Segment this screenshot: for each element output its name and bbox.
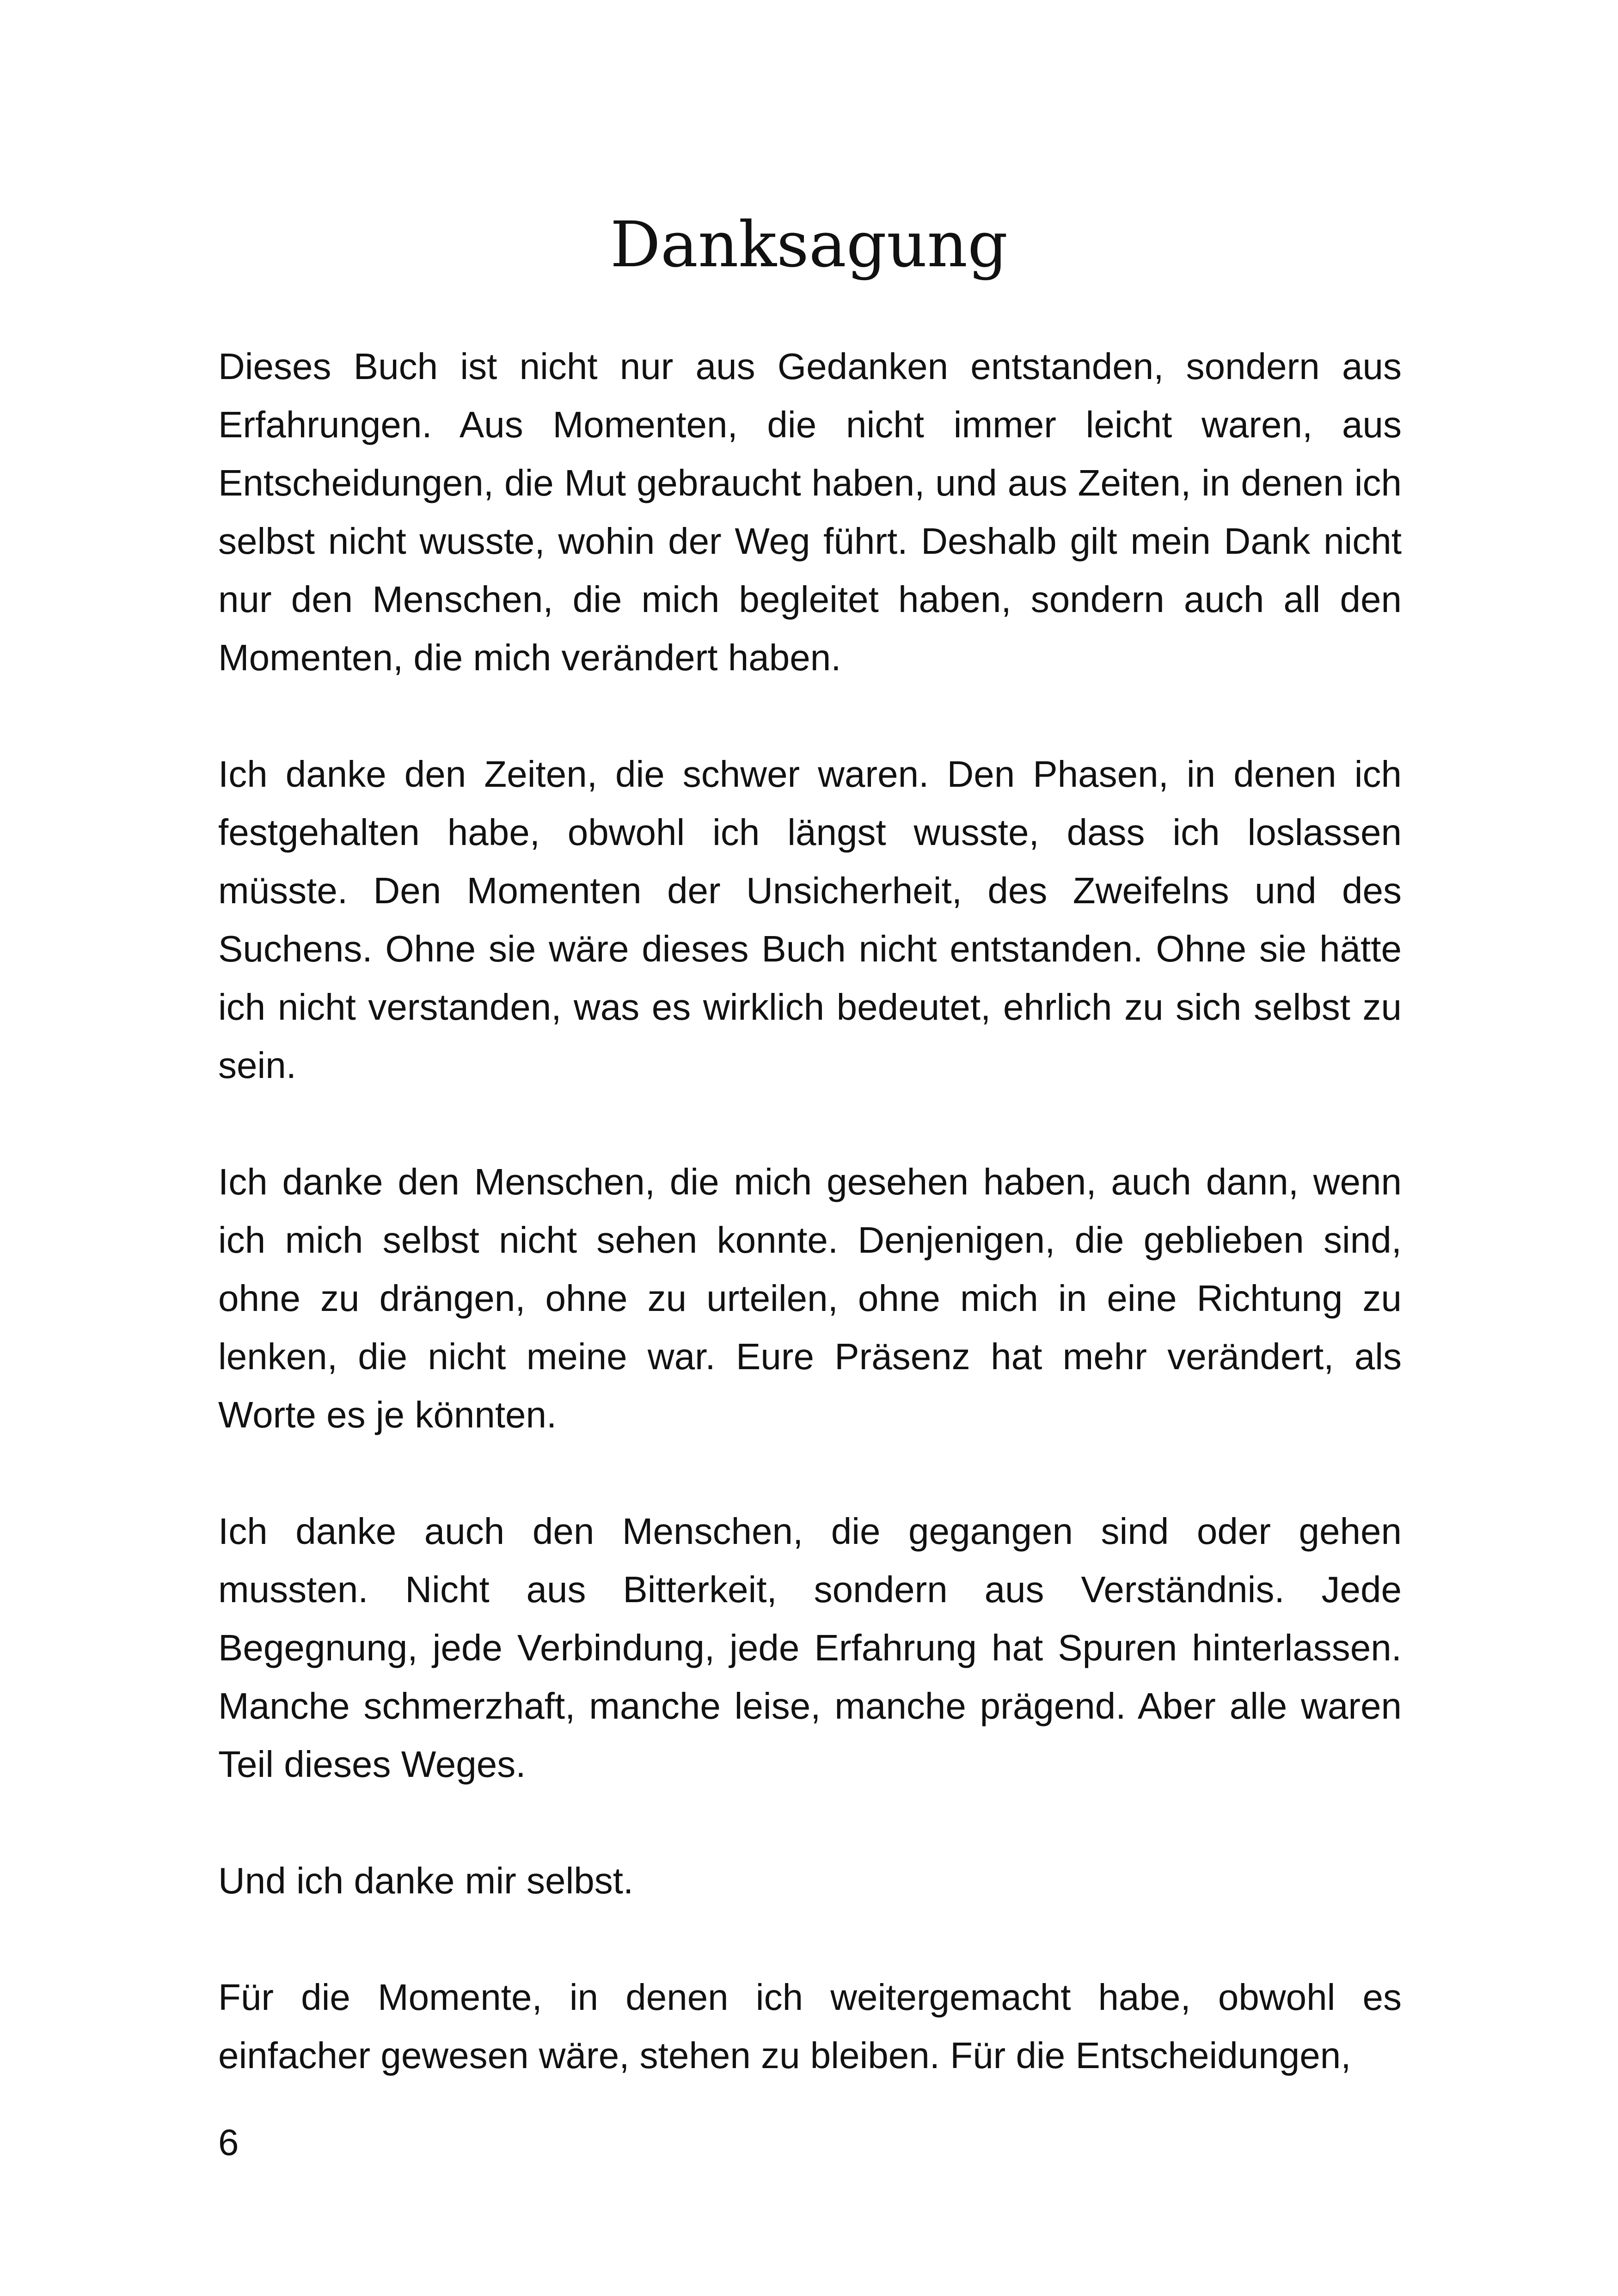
paragraph: Für die Momente, in denen ich weitergemacht habe, obwohl es einfacher gewesen wäre, stehen zu bleiben. Für die Entscheidungen, bbox=[218, 1977, 1402, 2076]
paragraph: Ich danke den Zeiten, die schwer waren. Den Phasen, in denen ich festgehalten habe, obwohl ich längst wusste, dass ich loslassen müsste. Den Momenten der Unsicherheit, des Zweifelns und des Suchens. Ohne sie wäre dieses Buch nicht entstanden. Ohne sie hätte ich nicht verstanden, was es wirklich bedeutet, ehrlich zu sich selbst zu sein. bbox=[218, 753, 1402, 1086]
paragraph: Und ich danke mir selbst. bbox=[218, 1860, 634, 1901]
page-title: Danksagung bbox=[610, 208, 1008, 282]
paragraph: Ich danke den Menschen, die mich gesehen haben, auch dann, wenn ich mich selbst nicht sehen konnte. Denjenigen, die geblieben sind, ohne zu drängen, ohne zu urteilen, ohne mich in eine Richtung zu lenken, die nicht meine war. Eure Präsenz hat mehr verändert, als Worte es je könnten. bbox=[218, 1161, 1402, 1435]
body-text bbox=[218, 337, 1402, 2143]
page-number: 6 bbox=[218, 2122, 239, 2163]
paragraph: Ich danke auch den Menschen, die gegangen sind oder gehen mussten. Nicht aus Bitterkeit, sondern aus Verständnis. Jede Begegnung, jede Verbindung, jede Erfahrung hat Spuren hinterlassen. Manche schmerzhaft, manche leise, manche prägend. Aber alle waren Teil dieses Weges. bbox=[218, 1511, 1402, 1785]
paragraph: Dieses Buch ist nicht nur aus Gedanken entstanden, sondern aus Erfahrungen. Aus Momenten, die nicht immer leicht waren, aus Entscheidungen, die Mut gebraucht haben, und aus Zeiten, in denen ich selbst nicht wusste, wohin der Weg führt. Deshalb gilt mein Dank nicht nur den Menschen, die mich begleitet haben, sondern auch all den Momenten, die mich verändert haben. bbox=[218, 346, 1402, 678]
